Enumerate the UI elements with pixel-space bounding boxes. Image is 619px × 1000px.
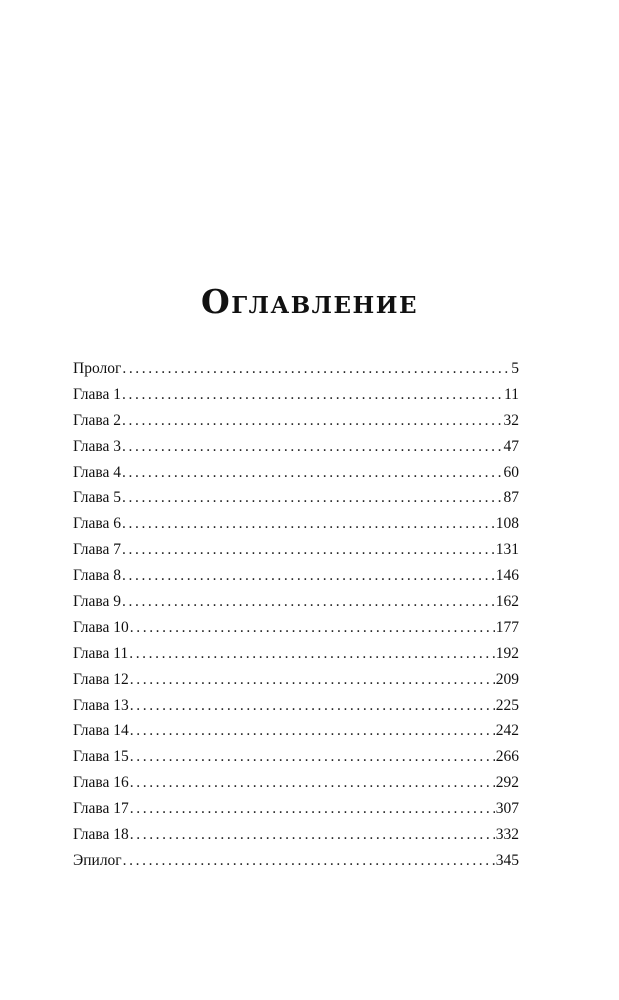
toc-entry-label: Глава 6 (73, 515, 122, 533)
toc-entry-label: Глава 11 (73, 644, 129, 662)
toc-entry-chapter-11 (73, 641, 519, 667)
toc-entry-label: Глава 16 (73, 774, 129, 792)
toc-entry-chapter-17 (73, 796, 519, 822)
toc-entry-page-number: 47 (503, 437, 519, 455)
dot-leader (130, 667, 495, 693)
dot-leader (130, 822, 495, 848)
toc-entry-label: Глава 7 (73, 541, 122, 559)
dot-leader (122, 382, 503, 408)
toc-entry-label: Эпилог (73, 851, 122, 869)
toc-entry-label: Глава 13 (73, 696, 129, 714)
toc-entry-label: Глава 17 (73, 800, 129, 818)
table-of-contents (73, 356, 519, 874)
toc-entry-chapter-6 (73, 511, 519, 537)
dot-leader (130, 796, 495, 822)
toc-entry-label: Глава 8 (73, 567, 122, 585)
toc-entry-chapter-13 (73, 693, 519, 719)
toc-entry-page-number: 131 (495, 541, 519, 559)
toc-entry-label: Глава 18 (73, 826, 129, 844)
toc-entry-page-number: 60 (503, 463, 519, 481)
dot-leader (130, 718, 495, 744)
toc-entry-label: Глава 9 (73, 593, 122, 611)
toc-entry-epilogue (73, 848, 519, 874)
dot-leader (122, 460, 502, 486)
toc-entry-label: Глава 10 (73, 618, 129, 636)
dot-leader (122, 537, 495, 563)
toc-entry-chapter-8 (73, 563, 519, 589)
toc-entry-page-number: 266 (495, 748, 519, 766)
toc-entry-page-number: 209 (495, 670, 519, 688)
toc-entry-chapter-7 (73, 537, 519, 563)
dot-leader (122, 356, 510, 382)
dot-leader (122, 408, 502, 434)
toc-entry-page-number: 5 (511, 360, 519, 377)
dot-leader (122, 589, 495, 615)
dot-leader (122, 485, 502, 511)
dot-leader (123, 848, 495, 874)
toc-entry-page-number: 307 (495, 800, 519, 818)
toc-entry-chapter-16 (73, 770, 519, 796)
toc-entry-page-number: 177 (495, 618, 519, 636)
toc-entry-page-number: 11 (504, 385, 519, 403)
toc-entry-label: Глава 5 (73, 489, 122, 507)
toc-entry-chapter-14 (73, 718, 519, 744)
toc-entry-chapter-1 (73, 382, 519, 408)
toc-entry-page-number: 332 (495, 826, 519, 844)
toc-entry-page-number: 192 (495, 644, 519, 662)
dot-leader (129, 641, 495, 667)
page-title: Оглавление (201, 282, 418, 321)
toc-entry-chapter-3 (73, 434, 519, 460)
toc-entry-label: Глава 4 (73, 463, 122, 481)
toc-entry-page-number: 32 (503, 411, 519, 429)
toc-entry-page-number: 162 (495, 593, 519, 611)
toc-entry-page-number: 146 (495, 567, 519, 585)
dot-leader (122, 563, 495, 589)
toc-entry-chapter-12 (73, 667, 519, 693)
toc-entry-page-number: 87 (503, 489, 519, 507)
toc-entry-chapter-15 (73, 744, 519, 770)
toc-entry-label: Глава 3 (73, 437, 122, 455)
toc-entry-label: Глава 12 (73, 670, 129, 688)
dot-leader (130, 770, 495, 796)
toc-entry-page-number: 292 (495, 774, 519, 792)
toc-entry-chapter-9 (73, 589, 519, 615)
toc-entry-label: Пролог (73, 360, 122, 377)
toc-entry-label: Глава 14 (73, 722, 129, 740)
dot-leader (130, 615, 495, 641)
toc-entry-page-number: 242 (495, 722, 519, 740)
dot-leader (130, 744, 495, 770)
toc-entry-prologue (73, 356, 519, 382)
dot-leader (122, 511, 495, 537)
toc-entry-chapter-5 (73, 485, 519, 511)
dot-leader (130, 693, 495, 719)
toc-entry-chapter-18 (73, 822, 519, 848)
toc-entry-chapter-10 (73, 615, 519, 641)
toc-entry-label: Глава 1 (73, 385, 122, 403)
dot-leader (122, 434, 502, 460)
toc-entry-chapter-2 (73, 408, 519, 434)
toc-entry-page-number: 345 (495, 851, 519, 869)
toc-entry-label: Глава 15 (73, 748, 129, 766)
toc-entry-label: Глава 2 (73, 411, 122, 429)
toc-entry-chapter-4 (73, 460, 519, 486)
toc-entry-page-number: 108 (495, 515, 519, 533)
toc-entry-page-number: 225 (495, 696, 519, 714)
